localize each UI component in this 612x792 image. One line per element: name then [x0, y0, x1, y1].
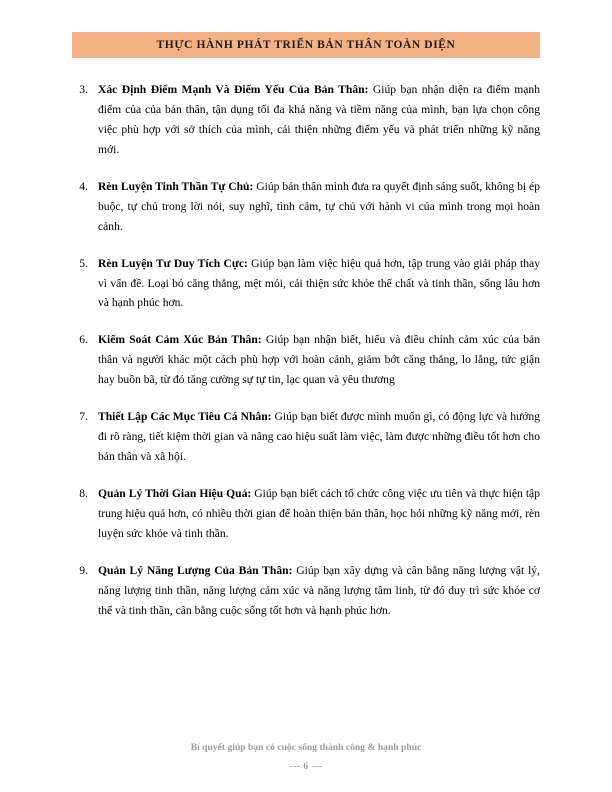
- list-item-text: Giúp bản thân mình đưa ra quyết định sáng suốt, không bị ép buộc, tự chủ trong lời nói, suy nghĩ, tình cảm, tự chủ với hành vi của mình trong mọi hoàn cảnh.: [98, 179, 540, 233]
- list-item: [72, 484, 540, 544]
- list-item-body: [98, 407, 540, 467]
- list-item: [72, 407, 540, 467]
- list-item-number: 4.: [79, 179, 88, 193]
- list-item-text: Giúp bạn làm việc hiệu quả hơn, tập trung vào giải pháp thay vì vấn đề. Loại bỏ căng thẳng, mệt mỏi, cải thiện sức khỏe thể chất và tinh thần, sống lâu hơn và hạnh phúc hơn.: [98, 256, 540, 310]
- list-item-number: 8.: [79, 487, 88, 500]
- page-header-band: [72, 32, 540, 58]
- list-item-text: Giúp bạn biết cách tổ chức công việc ưu tiên và thực hiện tập trung hiệu quả hơn, có nhiều thời gian để hoàn thiện bản thân, học hỏi những kỹ năng mới, rèn luyện sức khỏe và tinh thần.: [98, 487, 540, 540]
- list-item-body: [98, 254, 540, 314]
- list-item-text: Giúp bạn biết được mình muốn gì, có động lực và hướng đi rõ ràng, tiết kiệm thời gian và nâng cao hiệu suất làm việc, làm được những điều tốt hơn cho bản thân và xã hội.: [98, 410, 541, 464]
- list-item-number: 6.: [79, 333, 88, 347]
- list-item-title: Quản Lý Năng Lượng Của Bản Thân:: [98, 563, 293, 577]
- list-item-number: 3.: [79, 83, 88, 96]
- list-item-number: 5.: [79, 256, 88, 270]
- page-number: --- 6 ---: [289, 761, 323, 772]
- list-item-title: Rèn Luyện Tinh Thần Tự Chủ:: [98, 179, 254, 193]
- list-item-title: Quản Lý Thời Gian Hiệu Quả:: [98, 487, 252, 500]
- list-item: [72, 80, 540, 160]
- list-item-text: Giúp bạn nhận diện ra điểm mạnh điểm của của bản thân, tận dụng tối đa khả năng và tiềm năng của mình, bạn lựa chọn công việc phù hợp với sở thích của mình, cải thiện những điểm yếu và phát triển những kỹ năng mới.: [98, 83, 540, 156]
- list-item-title: Rèn Luyện Tư Duy Tích Cực:: [98, 256, 248, 270]
- footer-note: Bí quyết giúp bạn có cuộc sống thành công & hạnh phúc: [190, 742, 422, 753]
- list-item-text: Giúp bạn nhận biết, hiểu và điều chỉnh cảm xúc của bản thân và người khác một cách phù hợp với hoàn cảnh, giảm bớt căng thẳng, lo lắng, tức giận hay buồn bã, từ đó tăng cường sự tự tin, lạc quan và yêu thương: [98, 333, 540, 387]
- numbered-list: [72, 80, 540, 638]
- list-item-body: [98, 484, 540, 544]
- list-item: [72, 177, 540, 237]
- page-header-title: THỰC HÀNH PHÁT TRIỂN BẢN THÂN TOÀN DIỆN: [156, 39, 456, 51]
- list-item-body: [98, 561, 540, 621]
- list-item: [72, 561, 540, 621]
- list-item-title: Thiết Lập Các Mục Tiêu Cá Nhân:: [98, 410, 272, 424]
- list-item-title: Xác Định Điểm Mạnh Và Điểm Yếu Của Bản Thân:: [98, 83, 369, 96]
- list-item-body: [98, 330, 540, 390]
- list-item-text: Giúp bạn xây dựng và cân bằng năng lượng vật lý, năng lượng tinh thần, năng lượng cảm xúc và năng lượng tâm linh, từ đó duy trì sức khỏe cơ thể và tinh thần, cân bằng cuộc sống tốt hơn và hạnh phúc hơn.: [98, 563, 540, 617]
- list-item-body: [98, 177, 540, 237]
- list-item: [72, 254, 540, 314]
- list-item-number: 9.: [79, 563, 88, 577]
- list-item-body: [98, 80, 540, 160]
- list-item: [72, 330, 540, 390]
- list-item-title: Kiểm Soát Cảm Xúc Bản Thân:: [98, 333, 262, 347]
- list-item-number: 7.: [79, 410, 88, 424]
